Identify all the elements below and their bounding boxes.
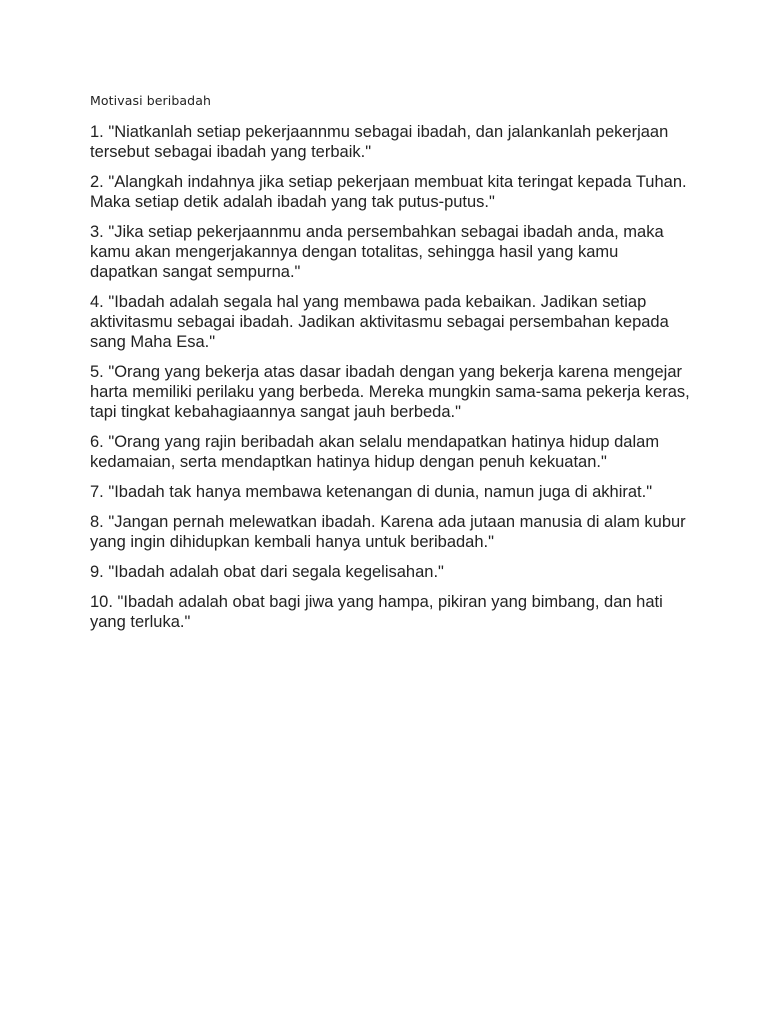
quote-item-4: 4. "Ibadah adalah segala hal yang membawa pada kebaikan. Jadikan setiap aktivitasmu sebagai ibadah. Jadikan aktivitasmu sebagai persembahan kepada sang Maha Esa." xyxy=(90,293,669,351)
document-title: Motivasi beribadah xyxy=(90,93,211,108)
quote-list xyxy=(90,122,690,642)
quote-item-2: 2. "Alangkah indahnya jika setiap pekerjaan membuat kita teringat kepada Tuhan. Maka setiap detik adalah ibadah yang tak putus-putus." xyxy=(90,173,687,211)
quote-item-8: 8. "Jangan pernah melewatkan ibadah. Karena ada jutaan manusia di alam kubur yang ingin dihidupkan kembali hanya untuk beribadah." xyxy=(90,513,686,551)
quote-item-1: 1. "Niatkanlah setiap pekerjaannmu sebagai ibadah, dan jalankanlah pekerjaan tersebut sebagai ibadah yang terbaik." xyxy=(90,123,669,161)
quote-item-3: 3. "Jika setiap pekerjaannmu anda persembahkan sebagai ibadah anda, maka kamu akan mengerjakannya dengan totalitas, sehingga hasil yang kamu dapatkan sangat sempurna." xyxy=(90,223,664,281)
quote-item-5: 5. "Orang yang bekerja atas dasar ibadah dengan yang bekerja karena mengejar harta memiliki perilaku yang berbeda. Mereka mungkin sama-sama pekerja keras, tapi tingkat kebahagiaannya sangat jauh berbeda." xyxy=(90,363,690,421)
quote-item-10: 10. "Ibadah adalah obat bagi jiwa yang hampa, pikiran yang bimbang, dan hati yang terluka." xyxy=(90,593,663,631)
quote-item-7: 7. "Ibadah tak hanya membawa ketenangan di dunia, namun juga di akhirat." xyxy=(90,483,653,501)
quote-item-9: 9. "Ibadah adalah obat dari segala kegelisahan." xyxy=(90,563,444,581)
quote-item-6: 6. "Orang yang rajin beribadah akan selalu mendapatkan hatinya hidup dalam kedamaian, serta mendaptkan hatinya hidup dengan penuh kekuatan." xyxy=(90,433,660,471)
